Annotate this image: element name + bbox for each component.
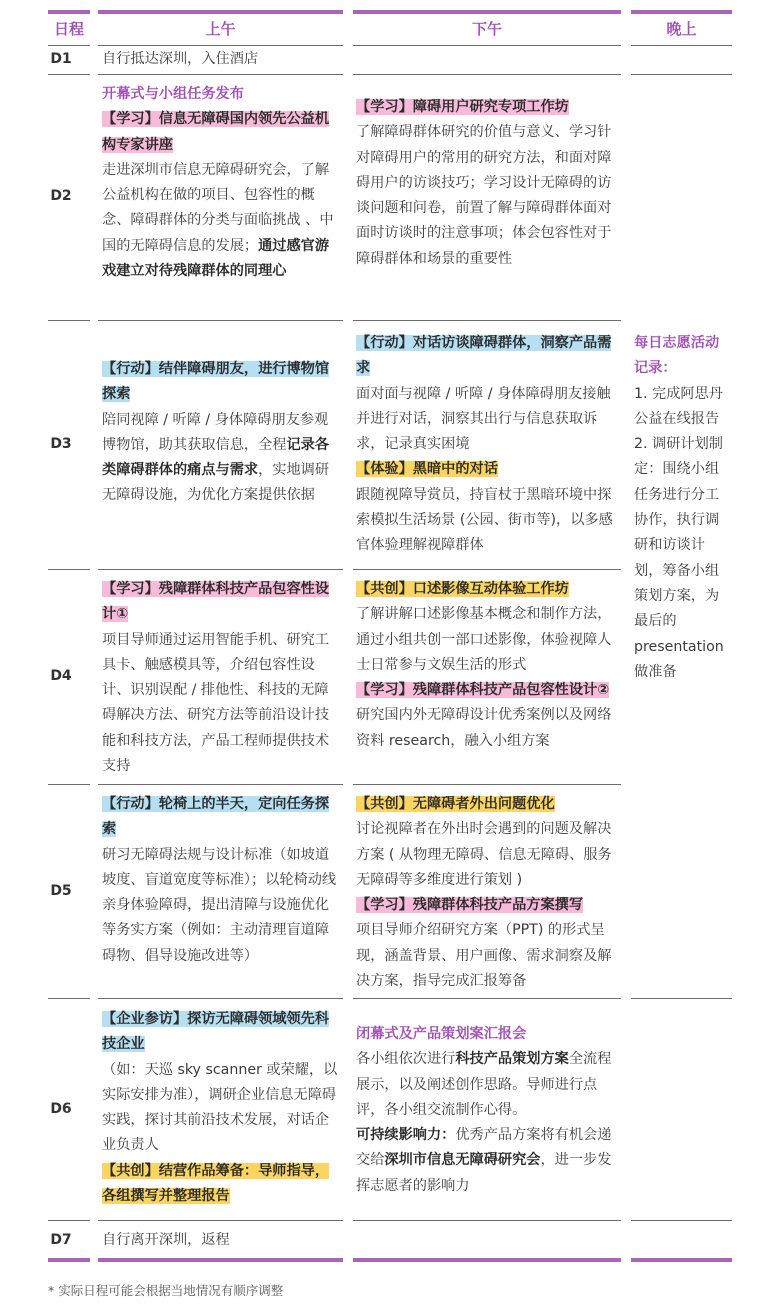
divider [48,74,90,75]
d6-afternoon-bold3: 深圳市信息无障碍研究会 [384,1152,541,1169]
footer-rule-eve [631,1258,732,1262]
divider [353,320,621,321]
d5-afternoon-cell [356,792,618,994]
d3-afternoon-tag1: 【行动】对话访谈障碍群体，洞察产品需求 [356,335,612,377]
evening-title-text: 每日志愿活动记录： [634,335,720,377]
d2-morning-bold: 通过感官游戏建立对待残障群体的同理心 [102,237,330,280]
d4-afternoon-body1: 了解讲解口述影像基本概念和制作方法，通过小组共创一部口述影像，体验视障人士日常参与文娱生活的形式 [356,606,612,673]
d3-morning-tag: 【行动】结伴障碍朋友，进行博物馆探索 [102,361,330,403]
d6-afternoon-title: 闭幕式及产品策划案汇报会 [356,1026,527,1042]
header-day: 日程 [53,20,84,38]
evening-title [634,331,732,382]
divider [48,998,90,999]
d7-morning-text: 自行离开深圳，返程 [102,1232,230,1248]
d4-morning-body: 项目导师通过运用智能手机、研究工具卡、触感模具等，介绍包容性设计、识别误配 / 排他性、科技的无障碍解决方法、研究方法等前沿设计技能和科技方法，产品工程师提供技术支持 [102,631,330,775]
d5-morning-body: 研习无障碍法规与设计标准（如坡道坡度、盲道宽度等标准）；以轮椅动线亲身体验障碍，提出清障与设施优化等务实方案（例如：主动清理盲道障碍物、倡导设施改进等） [102,846,337,964]
divider [48,569,90,570]
divider [631,998,732,999]
footnote: * 实际日程可能会根据当地情况有顺序调整 [48,1283,284,1298]
header-rule-am [98,10,343,14]
divider [353,998,621,999]
divider [48,45,90,46]
d3-morning-body1: 陪同视障 / 听障 / 身体障碍朋友参观博物馆，助其获取信息，全程 [102,411,329,453]
d4-afternoon-body2: 研究国内外无障碍设计优秀案例以及网络资料 research，融入小组方案 [356,707,612,749]
header-rule-pm [353,10,621,14]
d3-morning-cell [102,357,338,509]
d3-morning-body2: ，实地调研无障碍设施，为优化方案提供依据 [102,462,330,504]
divider [631,45,732,46]
day-label-d6: D6 [50,1101,72,1117]
divider [98,45,343,46]
d4-morning-cell [102,577,338,779]
day-label-d2: D2 [50,188,72,204]
d6-afternoon-cell [356,1022,618,1199]
divider [353,784,621,785]
d5-afternoon-tag1: 【共创】无障碍者外出问题优化 [356,796,555,812]
d2-morning-cell [102,82,338,284]
d1-morning-text: 自行抵达深圳，入住酒店 [102,51,259,67]
d5-morning-cell [102,792,338,969]
d2-afternoon-body: 了解障碍群体研究的价值与意义、学习针对障碍用户的常用的研究方法，和面对障碍用户的访谈技巧；学习设计无障碍的访谈问题和问卷，前置了解与障碍群体面对面时访谈时的注意事项；体会包容性对于障碍群体和场景的重要性 [356,124,612,267]
d3-afternoon-cell [356,331,618,559]
d4-afternoon-tag2: 【学习】残障群体科技产品包容性设计② [356,682,610,699]
d6-afternoon-body1: 各小组依次进行 [356,1051,456,1068]
d5-afternoon-tag2: 【学习】残障群体科技产品方案撰写 [356,897,584,914]
d6-morning-cell [102,1007,338,1209]
d2-morning-title: 开幕式与小组任务发布 [102,86,244,102]
d6-morning-tag2: 【共创】结营作品筹备：导师指导，各组撰写并整理报告 [102,1162,330,1205]
header-rule-eve [631,10,732,14]
d4-morning-tag: 【学习】残障群体科技产品包容性设计① [102,581,330,623]
d7-morning-cell [102,1228,340,1253]
d3-morning-bold: 记录各类障碍群体的痛点与需求 [102,436,330,479]
divider [98,320,343,321]
day-label-d7: D7 [50,1232,72,1248]
d3-afternoon-body2: 跟随视障导赏员，持盲杖于黑暗环境中探索模拟生活场景 (公园、街市等)，以多感官体验理解视障群体 [356,486,613,554]
divider [631,1220,732,1221]
d2-afternoon-cell [356,95,618,272]
d6-afternoon-body3: 优秀产品方案将有机会递交给 [356,1127,612,1169]
divider [48,784,90,785]
d6-afternoon-bold2: 可持续影响力： [356,1127,456,1144]
d1-morning-cell [102,47,340,72]
d2-afternoon-tag: 【学习】障碍用户研究专项工作坊 [356,99,569,115]
header-afternoon: 下午 [471,20,502,38]
footer-rule-pm [353,1258,621,1262]
divider [631,74,732,75]
day-label-d5: D5 [50,883,72,899]
footer-rule-am [98,1258,343,1262]
divider [353,74,621,75]
divider [98,998,343,999]
day-label-d3: D3 [50,436,72,452]
header-rule-day [48,10,90,14]
d5-afternoon-body2: 项目导师介绍研究方案（PPT) 的形式呈现，涵盖背景、用户画像、需求洞察及解决方案，指导完成汇报筹备 [356,922,612,990]
d6-afternoon-bold1: 科技产品策划方案 [455,1051,569,1068]
d4-afternoon-tag1: 【共创】口述影像互动体验工作坊 [356,581,569,597]
d2-morning-tag: 【学习】信息无障碍国内领先公益机构专家讲座 [102,111,330,153]
divider [98,569,343,570]
d5-afternoon-body1: 讨论视障者在外出时会遇到的问题及解决方案 ( 从物理无障碍、信息无障碍、服务无障碍等多维度进行策划 ) [356,821,612,888]
footer-rule-day [48,1258,90,1262]
d2-morning-body: 走进深圳市信息无障碍研究会，了解公益机构在做的项目、包容性的概念、障碍群体的分类与面临挑战 、中国的无障碍信息的发展； [102,161,334,254]
header-evening: 晚上 [666,20,697,38]
evening-body: 1. 完成阿思丹公益在线报告 2. 调研计划制定：围绕小组任务进行分工协作，执行调研和访谈计划，筹备小组策划方案，为最后的 presentation 做准备 [634,385,724,680]
divider [98,1220,343,1221]
divider [353,569,621,570]
d6-morning-body: （如：天巡 sky scanner 或荣耀，以实际安排为准），调研企业信息无障碍实践，探讨其前沿技术发展，对话企业负责人 [102,1061,338,1154]
d6-afternoon-body2: 全流程展示，以及阐述创作思路。导师进行点评，各小组交流制作心得。 [356,1051,612,1118]
d5-morning-tag: 【行动】轮椅上的半天，定向任务探索 [102,796,330,838]
divider [353,1220,621,1221]
divider [98,784,343,785]
d3-afternoon-body1: 面对面与视障 / 听障 / 身体障碍朋友接触并进行对话，洞察其出行与信息获取诉求，记录真实困境 [356,385,611,453]
day-label-d4: D4 [50,668,72,684]
header-morning: 上午 [205,20,236,38]
d4-afternoon-cell [356,577,618,754]
d6-afternoon-body4: ，进一步发挥志愿者的影响力 [356,1152,612,1194]
divider [48,1220,90,1221]
divider [353,45,621,46]
d6-morning-tag1: 【企业参访】探访无障碍领域领先科技企业 [102,1011,330,1053]
divider [48,320,90,321]
day-label-d1: D1 [50,51,72,67]
d3-afternoon-tag2: 【体验】黑暗中的对话 [356,461,498,478]
divider [98,74,343,75]
evening-cell [634,331,732,685]
